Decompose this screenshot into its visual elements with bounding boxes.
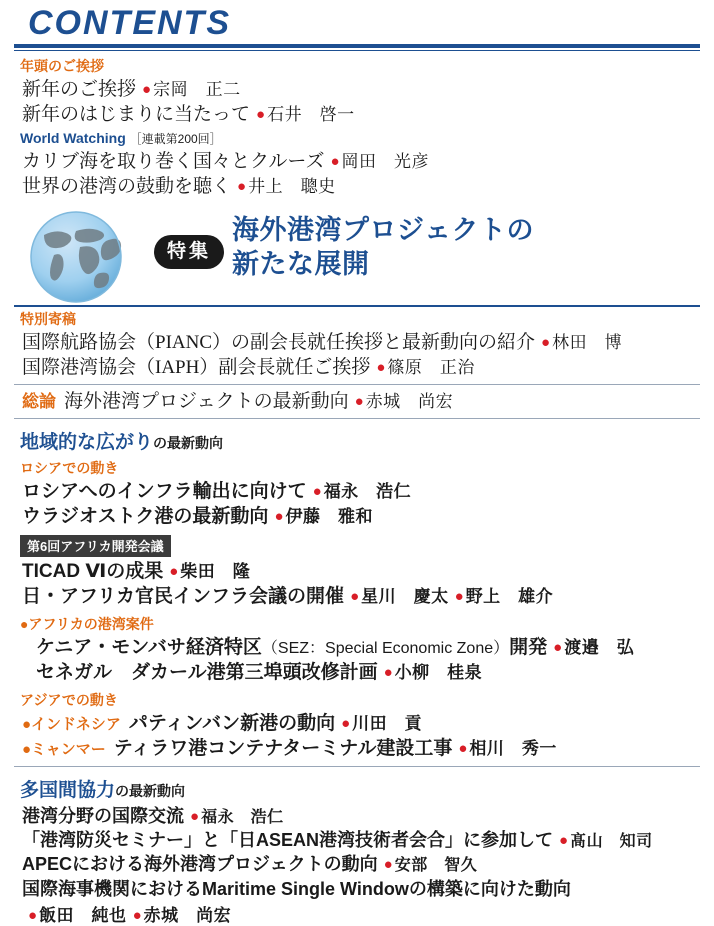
bullet-icon: ●	[330, 153, 340, 170]
toc-entry-title: 日・アフリカ官民インフラ会議の開催	[22, 586, 345, 608]
bullet-icon: ●	[341, 714, 351, 732]
toc-entry-author: 渡邉 弘	[564, 637, 635, 657]
bullet-icon: ●	[458, 740, 468, 758]
toc-entry-author: 川田 貢	[352, 713, 423, 733]
bullet-icon: ●	[454, 588, 464, 606]
toc-entry-title: ウラジオストク港の最新動向	[22, 506, 269, 528]
section-heading	[20, 130, 700, 147]
toc-entry[interactable]	[22, 174, 700, 199]
toc-entry-author-2: 赤城 尚宏	[143, 905, 232, 925]
region-heading-suffix: の最新動向	[153, 434, 224, 451]
toc-entry-title-tail: 開発	[509, 636, 548, 658]
toc-entry-author: 柴田 隆	[180, 561, 251, 581]
bullet-icon: ●	[237, 178, 247, 195]
group-divider	[14, 384, 700, 385]
toc-entry-author: 伊藤 雅和	[285, 507, 373, 527]
toc-entry[interactable]	[36, 660, 700, 685]
toc-entry-title: パティンバン新港の動向	[128, 712, 336, 734]
toc-entry-author: 福永 浩仁	[201, 808, 284, 826]
toc-entry[interactable]	[22, 149, 700, 174]
toc-entry-author: 林田 博	[552, 332, 623, 352]
multilateral-heading-suffix: の最新動向	[115, 782, 186, 799]
bullet-icon: ●	[383, 856, 393, 874]
country-label: ●ミャンマー	[22, 741, 106, 759]
toc-entry[interactable]	[22, 77, 700, 102]
section-heading: 年頭のご挨拶	[20, 58, 104, 74]
bullet-icon: ●	[350, 588, 360, 606]
toc-entry[interactable]	[22, 877, 700, 901]
chip-ticad: 第6回アフリカ開発会議	[20, 535, 171, 557]
section-heading-suffix: ［連載第200回］	[129, 131, 222, 146]
toc-entry-title: ティラワ港コンテナターミナル建設工事	[113, 738, 453, 760]
toc-entry-author: 安部 智久	[394, 857, 478, 875]
bullet-icon: ●	[142, 81, 152, 98]
toc-entry-author: 石井 啓一	[267, 104, 355, 124]
masthead-rule-thin	[14, 50, 700, 51]
toc-entry-title: 国際港湾協会（IAPH）副会長就任ご挨拶	[22, 356, 371, 378]
toc-entry-title: 世界の港湾の鼓動を聴く	[22, 175, 232, 197]
toc-entry-author: 飯田 純也	[39, 905, 127, 925]
toc-entry-title: 新年のご挨拶	[22, 78, 137, 100]
toc-entry-title: 国際航路協会（PIANC）の副会長就任挨拶と最新動向の紹介	[22, 331, 536, 353]
subhead-russia: ロシアでの動き	[20, 459, 119, 476]
toc-entry-title: APECにおける海外港湾プロジェクトの動向	[22, 854, 378, 875]
overview-heading: 総論	[22, 391, 56, 411]
bullet-icon: ●	[256, 106, 266, 123]
toc-entry-title: 新年のはじまりに当たって	[22, 103, 251, 125]
country-label: ●インドネシア	[22, 715, 121, 733]
bullet-icon: ●	[383, 664, 393, 682]
group-regional	[14, 427, 700, 762]
toc-entry[interactable]	[22, 355, 700, 380]
group-divider	[14, 418, 700, 419]
toc-entry[interactable]	[22, 852, 700, 876]
toc-entry-author: 相川 秀一	[469, 739, 557, 759]
toc-entry-author: 髙山 知司	[570, 833, 653, 850]
section-heading-label: World Watching	[20, 129, 126, 146]
feature-badge: 特集	[154, 235, 224, 269]
toc-entry-title: セネガル ダカール港第三埠頭改修計画	[36, 662, 378, 684]
page-title: CONTENTS	[28, 4, 231, 42]
group-heading: 特別寄稿	[20, 310, 76, 327]
group-special-contribution	[14, 311, 700, 380]
toc-entry[interactable]	[22, 711, 700, 736]
region-heading	[20, 427, 700, 454]
toc-entry[interactable]	[22, 330, 700, 355]
toc-entry-author: 福永 浩仁	[323, 481, 412, 501]
toc-entry-overview[interactable]	[22, 389, 700, 414]
multilateral-heading-label: 多国間協力	[20, 779, 116, 801]
toc-entry[interactable]	[22, 804, 700, 828]
section-world-watching	[14, 130, 700, 199]
feature-header	[14, 207, 700, 303]
toc-entry-author: 井上 聰史	[248, 176, 336, 196]
toc-entry-title: 港湾分野の国際交流	[22, 805, 184, 826]
group-multilateral	[14, 775, 700, 926]
feature-title-line2: 新たな展開	[232, 249, 370, 280]
toc-entry-author: 赤城 尚宏	[365, 391, 454, 411]
bullet-icon: ●	[274, 508, 284, 526]
toc-entry-title: カリブ海を取り巻く国々とクルーズ	[22, 150, 325, 172]
feature-divider	[14, 305, 700, 307]
multilateral-heading	[20, 775, 700, 802]
group-divider	[14, 766, 700, 767]
toc-entry-title: ロシアへのインフラ輸出に向けて	[22, 480, 307, 502]
globe-icon	[14, 211, 164, 303]
masthead-rule-thick	[14, 44, 700, 48]
bullet-icon: ●	[28, 906, 38, 924]
bullet-icon: ●	[376, 359, 386, 376]
bullet-icon: ●	[190, 807, 200, 825]
toc-entry[interactable]	[22, 736, 700, 761]
toc-entry-title: 海外港湾プロジェクトの最新動向	[64, 390, 349, 412]
bullet-icon: ●	[132, 906, 142, 924]
toc-entry-author: 岡田 光彦	[341, 151, 430, 171]
toc-entry-title: ケニア・モンバサ経済特区	[36, 636, 262, 658]
bullet-icon: ●	[169, 562, 179, 580]
toc-entry[interactable]	[22, 479, 700, 504]
feature-title	[232, 213, 534, 282]
toc-entry[interactable]	[36, 635, 700, 660]
toc-entry[interactable]	[22, 102, 700, 127]
toc-entry-authors	[22, 901, 700, 926]
masthead	[14, 0, 700, 51]
toc-entry-title: 「港湾防災セミナー」と「日ASEAN港湾技術者会合」に参加して	[22, 830, 554, 850]
bullet-icon: ●	[559, 832, 569, 849]
bullet-icon: ●	[553, 638, 563, 656]
bullet-icon: ●	[541, 334, 551, 351]
toc-entry[interactable]	[22, 828, 700, 852]
toc-entry[interactable]	[22, 584, 700, 609]
toc-entry-author: 宗岡 正二	[153, 79, 241, 99]
toc-entry[interactable]	[22, 559, 700, 584]
section-new-year	[14, 58, 700, 127]
region-heading-label: 地域的な広がり	[20, 431, 154, 453]
bullet-icon: ●	[312, 482, 322, 500]
subhead-asia: アジアでの動き	[20, 691, 118, 708]
toc-entry-author: 小柳 桂泉	[394, 663, 483, 683]
toc-entry-title: 国際海事機関におけるMaritime Single Windowの構築に向けた動向	[22, 878, 571, 899]
toc-entry-paren: （SEZ：Special Economic Zone）	[261, 639, 510, 657]
bullet-icon: ●	[354, 393, 364, 410]
toc-entry[interactable]	[22, 504, 700, 529]
toc-entry-author: 星川 慶太	[361, 587, 449, 607]
toc-entry-author-2: 野上 雄介	[465, 587, 554, 607]
toc-entry-author: 篠原 正治	[387, 357, 475, 377]
feature-title-line1: 海外港湾プロジェクトの	[232, 214, 534, 245]
subhead-africa-ports: ●アフリカの港湾案件	[20, 615, 154, 632]
toc-entry-title: TICAD Ⅵの成果	[22, 560, 164, 582]
